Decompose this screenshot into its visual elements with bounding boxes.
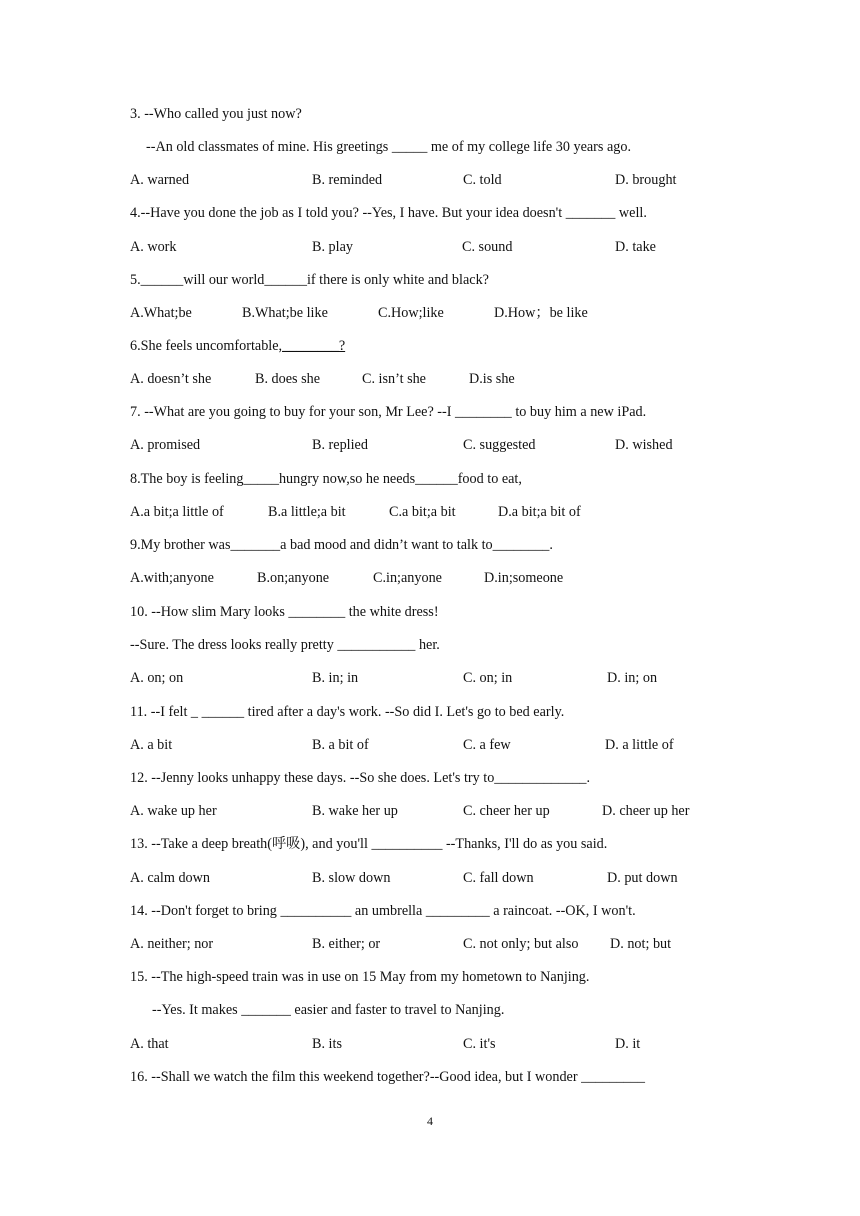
answer-option: D. wished bbox=[615, 437, 673, 453]
question-text: 12. --Jenny looks unhappy these days. --So she does. Let's try to_____________. bbox=[130, 770, 591, 786]
question-text: 11. --I felt _ ______ tired after a day's work. --So did I. Let's go to bed early. bbox=[130, 704, 565, 720]
question-text: 10. --How slim Mary looks ________ the white dress! bbox=[130, 604, 439, 620]
page-number: 4 bbox=[427, 1114, 433, 1128]
answer-option: A.with;anyone bbox=[130, 570, 214, 586]
answer-option: D.a bit;a bit of bbox=[498, 504, 581, 520]
answer-option: B. its bbox=[312, 1036, 342, 1052]
question-text: 8.The boy is feeling_____hungry now,so he needs______food to eat, bbox=[130, 471, 522, 487]
answer-option: A. neither; nor bbox=[130, 936, 214, 952]
question-text: 3. --Who called you just now? bbox=[130, 106, 302, 122]
answer-option: B.on;anyone bbox=[257, 570, 330, 586]
answer-option: B. wake her up bbox=[312, 803, 398, 819]
answer-option: B. either; or bbox=[312, 936, 381, 952]
question-text: 7. --What are you going to buy for your son, Mr Lee? --I ________ to buy him a new iPad. bbox=[130, 404, 647, 420]
question-text: 16. --Shall we watch the film this weekend together?--Good idea, but I wonder _________ bbox=[130, 1069, 645, 1085]
answer-option: B. reminded bbox=[312, 172, 383, 188]
question-text: --An old classmates of mine. His greetings _____ me of my college life 30 years ago. bbox=[146, 139, 632, 155]
question-text: 5.______will our world______if there is only white and black? bbox=[130, 272, 489, 288]
answer-option: D. not; but bbox=[610, 936, 672, 952]
answer-option: B. in; in bbox=[312, 670, 359, 686]
answer-option: A.a bit;a little of bbox=[130, 504, 224, 520]
answer-option: D. put down bbox=[607, 870, 678, 886]
answer-option: A. warned bbox=[130, 172, 190, 188]
answer-blank: ________? bbox=[282, 338, 346, 354]
answer-option: A.What;be bbox=[130, 305, 192, 321]
answer-option: D.in;someone bbox=[484, 570, 564, 586]
answer-option: A. doesn’t she bbox=[130, 371, 212, 387]
answer-option: C. fall down bbox=[463, 870, 534, 886]
answer-option: C. on; in bbox=[463, 670, 513, 686]
answer-option: C.a bit;a bit bbox=[389, 504, 456, 520]
answer-option: C. told bbox=[463, 172, 502, 188]
answer-option: D. in; on bbox=[607, 670, 658, 686]
answer-option: B.a little;a bit bbox=[268, 504, 346, 520]
answer-option: A. wake up her bbox=[130, 803, 217, 819]
answer-option: D. brought bbox=[615, 172, 677, 188]
answer-option: C. a few bbox=[463, 737, 511, 753]
answer-option: B. does she bbox=[255, 371, 321, 387]
answer-option: D.is she bbox=[469, 371, 515, 387]
answer-option: C. it's bbox=[463, 1036, 496, 1052]
question-text: 15. --The high-speed train was in use on 15 May from my hometown to Nanjing. bbox=[130, 969, 590, 985]
answer-option: D. a little of bbox=[605, 737, 674, 753]
answer-option: B. play bbox=[312, 239, 353, 255]
answer-option: D. it bbox=[615, 1036, 641, 1052]
answer-option: A. calm down bbox=[130, 870, 210, 886]
answer-option: C.in;anyone bbox=[373, 570, 442, 586]
question-text: --Yes. It makes _______ easier and faster to travel to Nanjing. bbox=[152, 1002, 505, 1018]
answer-option: B. slow down bbox=[312, 870, 391, 886]
question-text: 13. --Take a deep breath(呼吸), and you'll __________ --Thanks, I'll do as you said. bbox=[130, 836, 608, 852]
answer-option: C.How;like bbox=[378, 305, 444, 321]
answer-option: B.What;be like bbox=[242, 305, 328, 321]
question-text: 6.She feels uncomfortable,________? bbox=[130, 338, 346, 354]
answer-option: C. sound bbox=[462, 239, 513, 255]
answer-option: A. promised bbox=[130, 437, 201, 453]
answer-option: D. cheer up her bbox=[602, 803, 690, 819]
answer-option: A. on; on bbox=[130, 670, 184, 686]
answer-option: D.How；be like bbox=[494, 305, 588, 321]
question-text: 4.--Have you done the job as I told you? --Yes, I have. But your idea doesn't _______ well. bbox=[130, 205, 647, 221]
question-text: --Sure. The dress looks really pretty ___________ her. bbox=[130, 637, 440, 653]
question-text: 14. --Don't forget to bring __________ an umbrella _________ a raincoat. --OK, I won't. bbox=[130, 903, 636, 919]
answer-option: C. not only; but also bbox=[463, 936, 579, 952]
answer-option: D. take bbox=[615, 239, 656, 255]
answer-option: B. a bit of bbox=[312, 737, 369, 753]
answer-option: A. a bit bbox=[130, 737, 173, 753]
answer-option: B. replied bbox=[312, 437, 368, 453]
answer-option: C. cheer her up bbox=[463, 803, 550, 819]
answer-option: C. suggested bbox=[463, 437, 536, 453]
answer-option: A. that bbox=[130, 1036, 169, 1052]
question-text: 9.My brother was_______a bad mood and didn’t want to talk to________. bbox=[130, 537, 553, 553]
answer-option: C. isn’t she bbox=[362, 371, 426, 387]
answer-option: A. work bbox=[130, 239, 177, 255]
